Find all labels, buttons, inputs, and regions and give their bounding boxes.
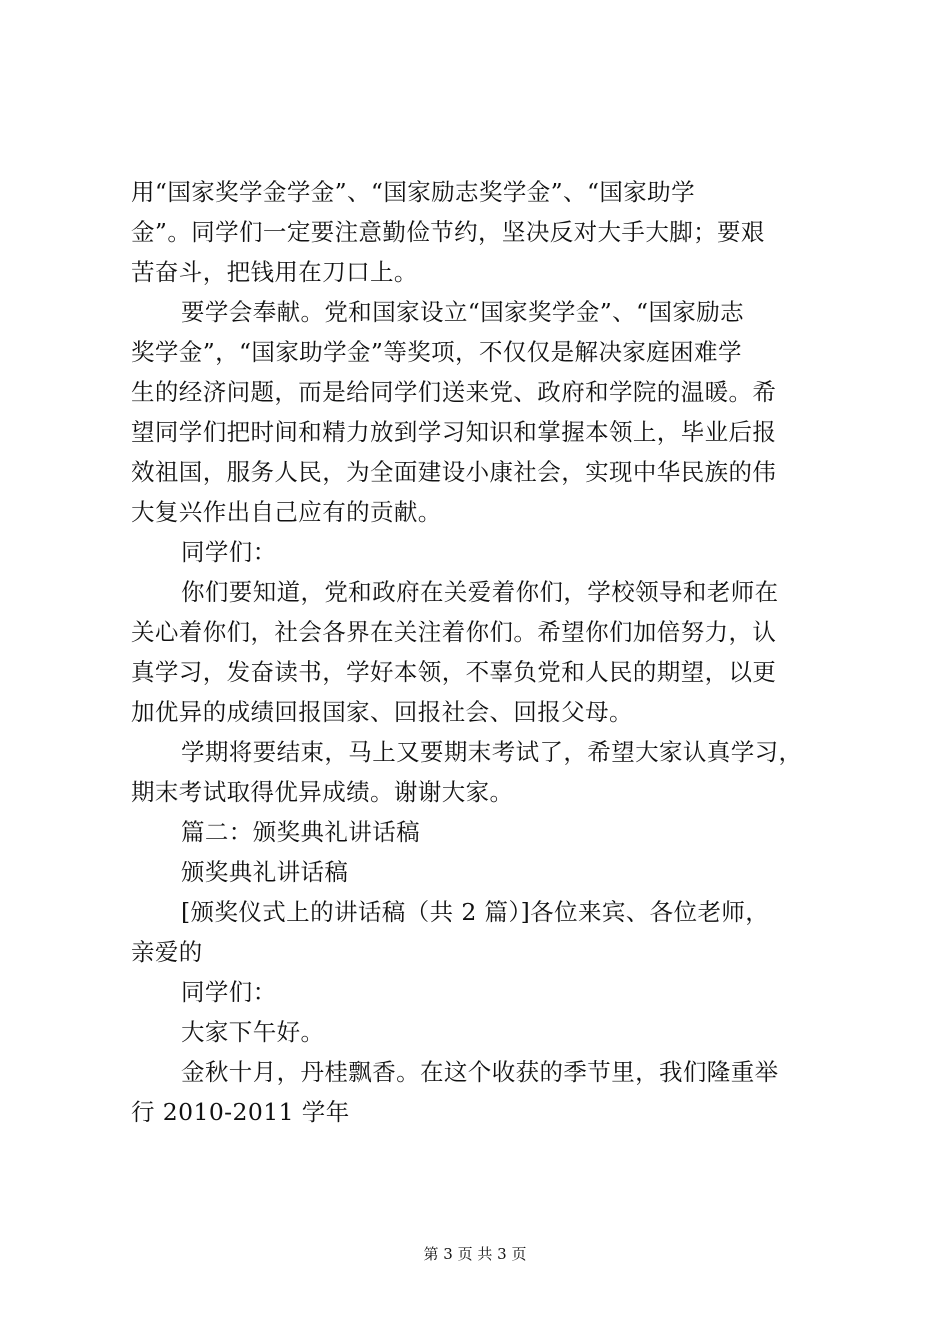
text-line: 学期将要结束，马上又要期末考试了，希望大家认真学习， <box>181 738 803 766</box>
text-line: 加优异的成绩回报国家、回报社会、回报父母。 <box>131 698 633 726</box>
text-line: 期末考试取得优异成绩。谢谢大家。 <box>131 778 514 806</box>
page-footer: 第 3 页 共 3 页 <box>423 1245 527 1263</box>
text-line: 同学们： <box>181 978 277 1006</box>
text-line: 同学们： <box>181 538 277 566</box>
text-line: 行 2010-2011 学年 <box>131 1098 350 1126</box>
text-line: 奖学金”，“国家助学金”等奖项，不仅仅是解决家庭困难学 <box>131 338 742 366</box>
text-line: 篇二：颁奖典礼讲话稿 <box>181 818 420 846</box>
text-line: 真学习，发奋读书，学好本领，不辜负党和人民的期望，以更 <box>131 658 777 686</box>
text-line: 用“国家奖学金学金”、“国家励志奖学金”、“国家助学 <box>131 178 695 206</box>
text-line: [颁奖仪式上的讲话稿（共 2 篇）]各位来宾、各位老师， <box>181 898 770 926</box>
text-line: 金秋十月，丹桂飘香。在这个收获的季节里，我们隆重举 <box>181 1058 779 1086</box>
text-line: 你们要知道，党和政府在关爱着你们，学校领导和老师在 <box>181 578 779 606</box>
text-line: 金”。同学们一定要注意勤俭节约，坚决反对大手大脚；要艰 <box>131 218 765 246</box>
text-line: 生的经济问题，而是给同学们送来党、政府和学院的温暖。希 <box>131 378 777 406</box>
document-body <box>131 172 831 1132</box>
text-line: 亲爱的 <box>131 938 203 966</box>
text-line: 颁奖典礼讲话稿 <box>181 858 349 886</box>
text-line: 苦奋斗，把钱用在刀口上。 <box>131 258 418 286</box>
text-line: 大家下午好。 <box>181 1018 325 1046</box>
text-line: 大复兴作出自己应有的贡献。 <box>131 498 442 526</box>
text-line: 要学会奉献。党和国家设立“国家奖学金”、“国家励志 <box>181 298 745 326</box>
text-line: 效祖国，服务人民，为全面建设小康社会，实现中华民族的伟 <box>131 458 777 486</box>
text-line: 关心着你们，社会各界在关注着你们。希望你们加倍努力，认 <box>131 618 777 646</box>
text-line: 望同学们把时间和精力放到学习知识和掌握本领上，毕业后报 <box>131 418 777 446</box>
